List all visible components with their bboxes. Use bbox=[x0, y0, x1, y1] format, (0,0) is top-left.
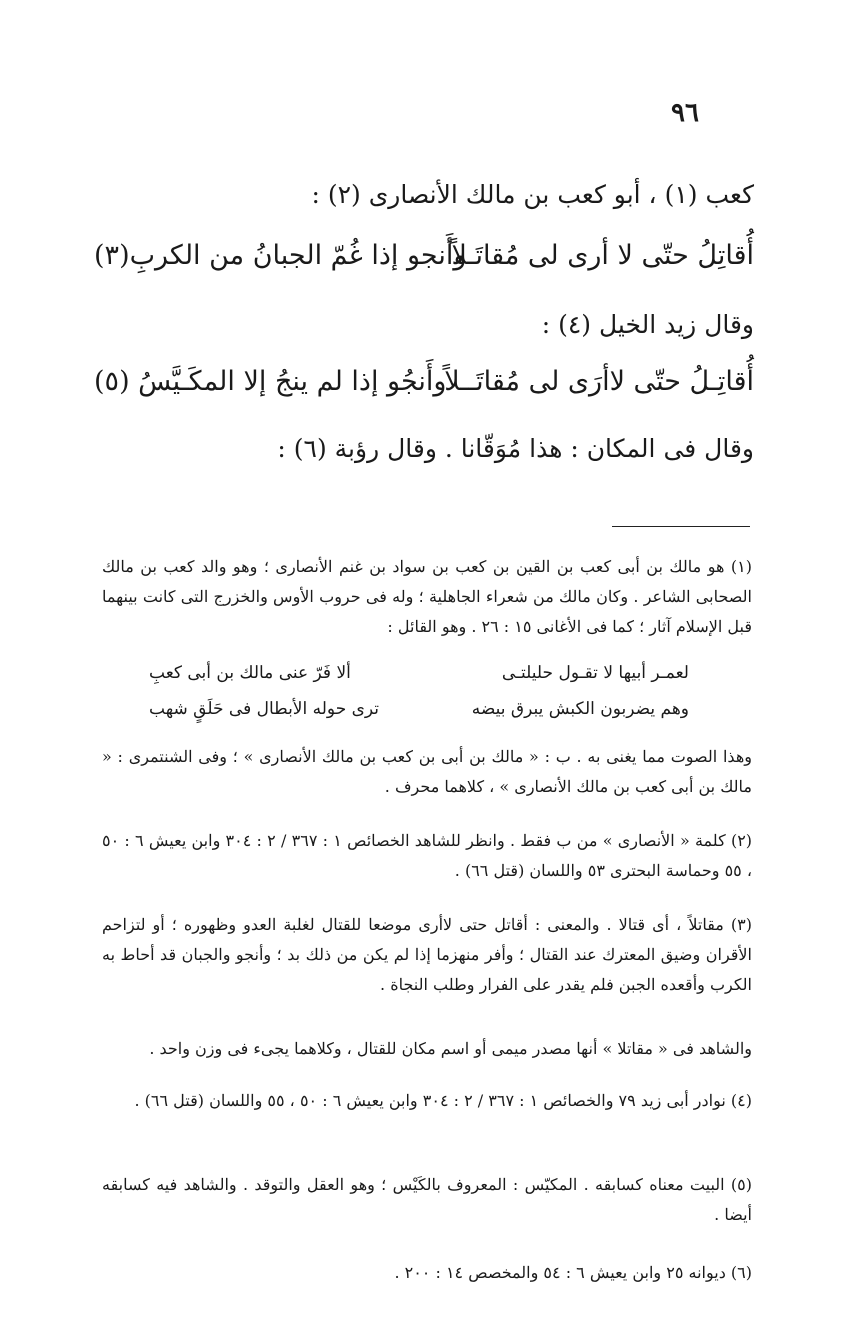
footnote-1-verse-2 bbox=[149, 699, 689, 727]
verse-1-second-hemistich: وأَنجو إذا غُمّ الجبانُ من الكربِ(٣) bbox=[94, 240, 467, 271]
footnote-2: (٢) كلمة « الأنصارى » من ب فقط . وانظر للشاهد الخصائص ١ : ٣٦٧ / ٢ : ٣٠٤ وابن يعيش ٦ : ٥٠ ، ٥٥ وحماسة البحترى ٥٣ واللسان (قتل ٦٦) . bbox=[102, 831, 753, 880]
fn1-verse-1-first: لعمـر أبيها لا تقـول حليلتـى bbox=[501, 663, 689, 683]
footnote-1: (١) هو مالك بن أبى كعب بن القين بن كعب بن سواد بن غنم الأنصارى ؛ وهو والد كعب بن مالك الصحابى الشاعر . وكان مالك من شعراء الجاهلية ؛ وله فى حروب الأوس والخزرج التى كانت بينهما قبل الإسلام آثار ؛ كما فى الأغانى ١٥ : ٢٦ . وهو القائل : bbox=[102, 557, 753, 636]
verse-2 bbox=[94, 366, 754, 406]
footnote-5: (٥) البيت معناه كسابقه . المكيّس : المعروف بالكَيْس ؛ وهو العقل والتوقد . والشاهد فيه كسابقه أيضا . bbox=[102, 1175, 752, 1224]
footnote-1-continuation: وهذا الصوت مما يغنى به . ب : « مالك بن أبى بن كعب بن مالك الأنصارى » ؛ وفى الشنتمرى : « مالك بن أبى كعب بن مالك الأنصارى » ، كلاهما محرف . bbox=[102, 747, 752, 796]
main-line-zayd: وقال زيد الخيل (٤) : bbox=[541, 310, 754, 339]
main-line-kaab: كعب (١) ، أبو كعب بن مالك الأنصارى (٢) : bbox=[311, 180, 754, 209]
verse-1-first-hemistich: أُقاتِلُ حتّى لا أرى لى مُقاتَـلاً bbox=[451, 240, 754, 271]
footnote-separator bbox=[612, 526, 750, 527]
main-line-makan: وقال فى المكان : هذا مُوَقّانا . وقال رؤبة (٦) : bbox=[277, 434, 754, 463]
fn1-verse-2-first: وهم يضربون الكبش يبرق بيضه bbox=[471, 699, 689, 719]
fn1-verse-1-second: ألا فَرّ عنى مالك بن أبى كعبِ bbox=[149, 663, 351, 683]
footnote-3: (٣) مقاتلاً ، أى قتالا . والمعنى : أقاتل حتى لاأرى موضعا للقتال لغلبة العدو وظهوره ؛ أو لتزاحم الأقران وضيق المعترك عند القتال ؛ وأفر منهزما إذا لم يكن من ذلك بد ؛ وأنجو والجبان قد أحاط به الكرب وأقعده الجبن فلم يقدر على الفرار وطلب النجاة . bbox=[102, 915, 752, 994]
footnote-1-verse-1 bbox=[149, 663, 689, 691]
verse-1 bbox=[94, 240, 754, 280]
page-number: ٩٦ bbox=[671, 98, 699, 128]
verse-2-first-hemistich: أُقاتِـلُ حتّى لاأرَى لى مُقاتَــلاً bbox=[444, 366, 754, 397]
verse-2-second-hemistich: وأَنجُو إذا لم ينجُ إلا المكَـيَّسُ (٥) bbox=[94, 366, 447, 397]
footnote-4: (٤) نوادر أبى زيد ٧٩ والخصائص ١ : ٣٦٧ / ٢ : ٣٠٤ وابن يعيش ٦ : ٥٠ ، ٥٥ واللسان (قتل ٦٦) . bbox=[134, 1091, 752, 1110]
footnote-3-continuation: والشاهد فى « مقاتلا » أنها مصدر ميمى أو اسم مكان للقتال ، وكلاهما يجىء فى وزن واحد . bbox=[149, 1039, 752, 1058]
footnote-6: (٦) ديوانه ٢٥ وابن يعيش ٦ : ٥٤ والمخصص ١٤ : ٢٠٠ . bbox=[394, 1263, 752, 1282]
fn1-verse-2-second: ترى حوله الأبطال فى حَلَقٍ شهب bbox=[149, 699, 380, 719]
